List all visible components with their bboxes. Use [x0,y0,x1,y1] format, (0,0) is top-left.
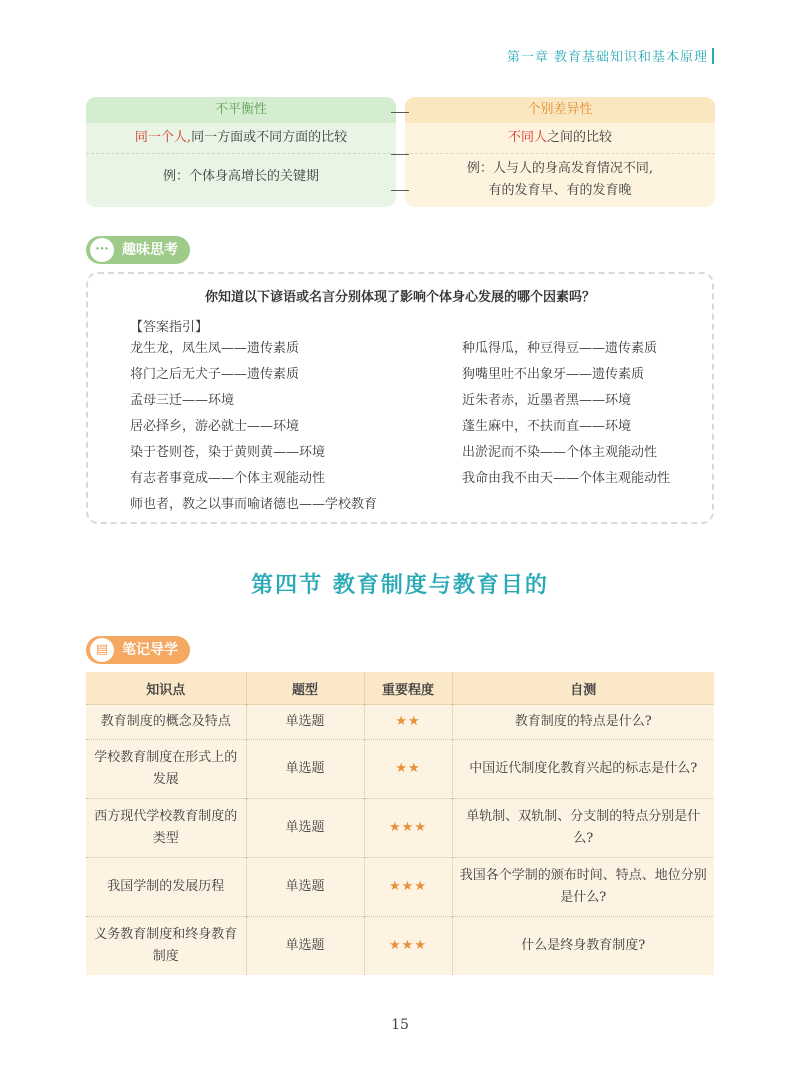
proverb-item: 染于苍则苍，染于黄则黄——环境 [130,445,326,460]
connector-line [391,154,409,155]
study-notes-label: 笔记导学 [122,642,178,658]
question-type: 单选题 [246,917,364,976]
individual-difference-highlight: 不同人 [507,130,547,145]
books-icon: ▤ [90,638,114,662]
imbalance-definition [86,123,396,154]
fun-thinking-tag [86,236,190,264]
think-question: 你知道以下谚语或名言分别体现了影响个体身心发展的哪个因素吗？ [204,290,595,305]
proverb-item: 近朱者赤，近墨者黑——环境 [462,393,632,408]
proverb-item: 我命由我不由天——个体主观能动性 [462,471,671,486]
knowledge-point: 义务教育制度和终身教育制度 [86,917,246,976]
importance-stars: ★★★ [364,799,452,858]
imbalance-title: 不平衡性 [86,97,396,123]
proverb-list-right [462,336,670,492]
knowledge-point: 教育制度的概念及特点 [86,705,246,740]
individual-difference-panel [405,97,715,207]
connector-line [391,190,409,191]
study-notes-table [86,672,714,975]
header-divider [712,48,714,64]
importance-stars: ★★★ [364,858,452,917]
proverb-item: 师也者，教之以事而喻诸德也——学校教育 [130,497,378,512]
column-header: 题型 [246,672,364,705]
page-number: 15 [391,1017,409,1033]
self-test: 什么是终身教育制度? [452,917,714,976]
proverb-item: 蓬生麻中，不扶而直——环境 [462,419,632,434]
column-header: 知识点 [86,672,246,705]
individual-difference-title: 个别差异性 [405,97,715,123]
chapter-header [507,46,714,65]
question-type: 单选题 [246,740,364,799]
table-row [86,799,714,858]
table-header-row [86,672,714,705]
imbalance-definition-text: 同一方面或不同方面的比较 [191,130,348,145]
proverb-item: 种瓜得瓜，种豆得豆——遗传素质 [462,341,658,356]
answer-guide-title: 【答案指引】 [130,320,209,335]
individual-difference-example-line2: 有的发育早、有的发育晚 [488,183,632,198]
proverb-item: 有志者事竟成——个体主观能动性 [130,471,326,486]
proverb-item: 狗嘴里吐不出象牙——遗传素质 [462,367,645,382]
self-test: 中国近代制度化教育兴起的标志是什么? [452,740,714,799]
connector-line [391,112,409,113]
knowledge-point: 学校教育制度在形式上的发展 [86,740,246,799]
speech-bubble-icon: ··· [90,238,114,262]
individual-difference-example-line1: 例：人与人的身高发育情况不同, [466,161,654,176]
proverb-item: 龙生龙，凤生凤——遗传素质 [130,341,300,356]
importance-stars: ★★ [364,740,452,799]
table-row [86,917,714,976]
imbalance-example: 例：个体身高增长的关键期 [162,169,319,184]
knowledge-point: 我国学制的发展历程 [86,858,246,917]
proverb-item: 孟母三迁——环境 [130,393,235,408]
table-row [86,858,714,917]
fun-thinking-label: 趣味思考 [122,242,178,258]
column-header: 重要程度 [364,672,452,705]
study-notes-tag [86,636,190,664]
individual-difference-definition [405,123,715,154]
importance-stars: ★★★ [364,917,452,976]
proverb-item: 居必择乡，游必就士——环境 [130,419,300,434]
importance-stars: ★★ [364,705,452,740]
question-type: 单选题 [246,799,364,858]
imbalance-panel [86,97,396,207]
section-title: 第四节 教育制度与教育目的 [251,573,549,598]
self-test: 教育制度的特点是什么? [452,705,714,740]
column-header: 自测 [452,672,714,705]
imbalance-highlight: 同一个人, [134,130,192,145]
self-test: 单轨制、双轨制、分支制的特点分别是什么? [452,799,714,858]
table-row [86,705,714,740]
knowledge-point: 西方现代学校教育制度的类型 [86,799,246,858]
individual-difference-definition-text: 之间的比较 [547,130,613,145]
proverb-item: 出淤泥而不染——个体主观能动性 [462,445,658,460]
question-type: 单选题 [246,858,364,917]
table-row [86,740,714,799]
question-type: 单选题 [246,705,364,740]
individual-difference-example [405,154,715,202]
fun-thinking-box [86,272,714,524]
chapter-title: 第一章 教育基础知识和基本原理 [506,50,708,65]
self-test: 我国各个学制的颁布时间、特点、地位分别是什么? [452,858,714,917]
proverb-list-left [130,336,377,518]
proverb-item: 将门之后无犬子——遗传素质 [130,367,300,382]
